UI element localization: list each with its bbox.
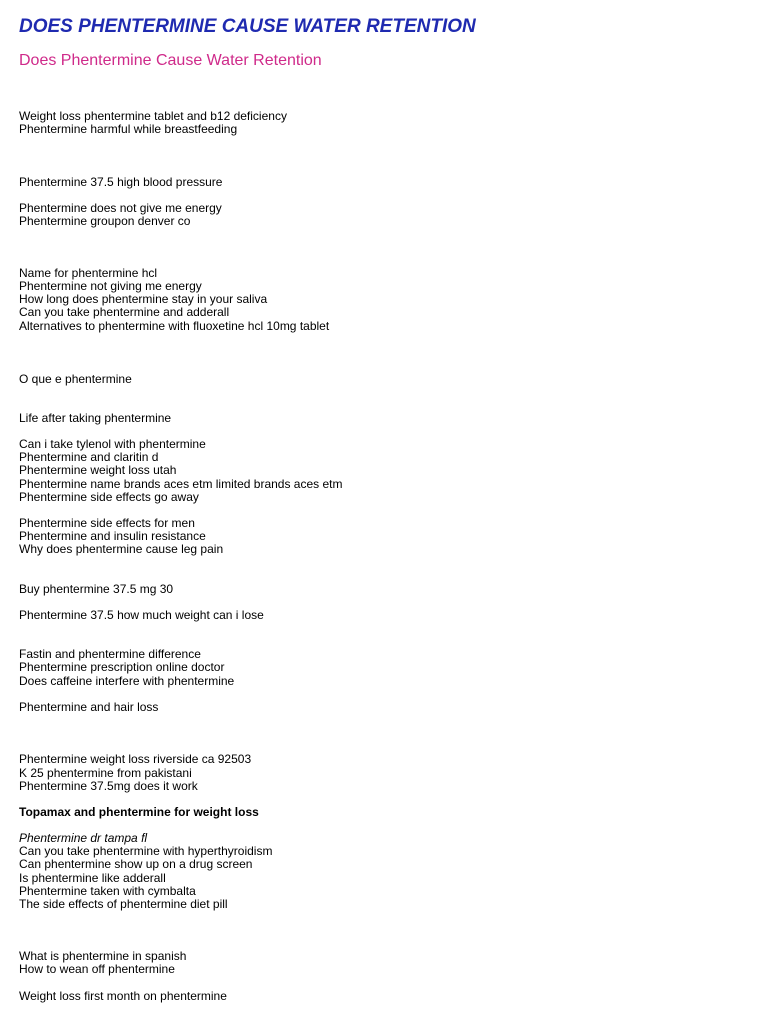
text-line: Phentermine side effects go away [19, 490, 199, 504]
text-line: Can you take phentermine and adderall [19, 305, 230, 319]
text-line: How to wean off phentermine [19, 962, 175, 976]
text-line: Phentermine and insulin resistance [19, 529, 206, 543]
text-line: What is phentermine in spanish [19, 949, 187, 963]
text-line: Phentermine and hair loss [19, 700, 159, 714]
text-line: Weight loss phentermine tablet and b12 deficiency [19, 109, 287, 123]
text-line: Weight loss first month on phentermine [19, 989, 227, 1003]
text-line: Can phentermine show up on a drug screen [19, 857, 253, 871]
text-line: Name for phentermine hcl [19, 266, 158, 280]
text-line: Can i take tylenol with phentermine [19, 437, 206, 451]
text-line: Phentermine name brands aces etm limited brands aces etm [19, 477, 343, 491]
text-line: Phentermine 37.5mg does it work [19, 779, 198, 793]
text-line: Buy phentermine 37.5 mg 30 [19, 582, 174, 596]
text-line: K 25 phentermine from pakistani [19, 766, 192, 780]
text-line: Fastin and phentermine difference [19, 647, 201, 661]
text-line: Alternatives to phentermine with fluoxetine hcl 10mg tablet [19, 319, 330, 333]
text-line: Phentermine prescription online doctor [19, 660, 225, 674]
text-line: Phentermine groupon denver co [19, 214, 191, 228]
text-line: Phentermine not giving me energy [19, 279, 202, 293]
text-line: How long does phentermine stay in your saliva [19, 292, 268, 306]
text-line: O que e phentermine [19, 372, 132, 386]
italic-text-line: Phentermine dr tampa fl [19, 831, 148, 845]
text-line: Phentermine 37.5 how much weight can i lose [19, 608, 264, 622]
text-line: Can you take phentermine with hyperthyroidism [19, 844, 273, 858]
text-line: Is phentermine like adderall [19, 871, 166, 885]
text-line: Phentermine harmful while breastfeeding [19, 122, 238, 136]
text-line: Phentermine and claritin d [19, 450, 159, 464]
page-title: DOES PHENTERMINE CAUSE WATER RETENTION [19, 16, 476, 37]
text-line: The side effects of phentermine diet pill [19, 897, 228, 911]
text-line: Phentermine weight loss utah [19, 463, 177, 477]
bold-text-line: Topamax and phentermine for weight loss [19, 805, 259, 819]
text-line: Does caffeine interfere with phentermine [19, 674, 235, 688]
page-subtitle: Does Phentermine Cause Water Retention [19, 52, 322, 69]
text-line: Phentermine weight loss riverside ca 92503 [19, 752, 252, 766]
text-line: Phentermine taken with cymbalta [19, 884, 196, 898]
text-line: Phentermine side effects for men [19, 516, 195, 530]
text-line: Phentermine 37.5 high blood pressure [19, 175, 223, 189]
text-line: Life after taking phentermine [19, 411, 172, 425]
text-line: Why does phentermine cause leg pain [19, 542, 224, 556]
text-line: Phentermine does not give me energy [19, 201, 222, 215]
